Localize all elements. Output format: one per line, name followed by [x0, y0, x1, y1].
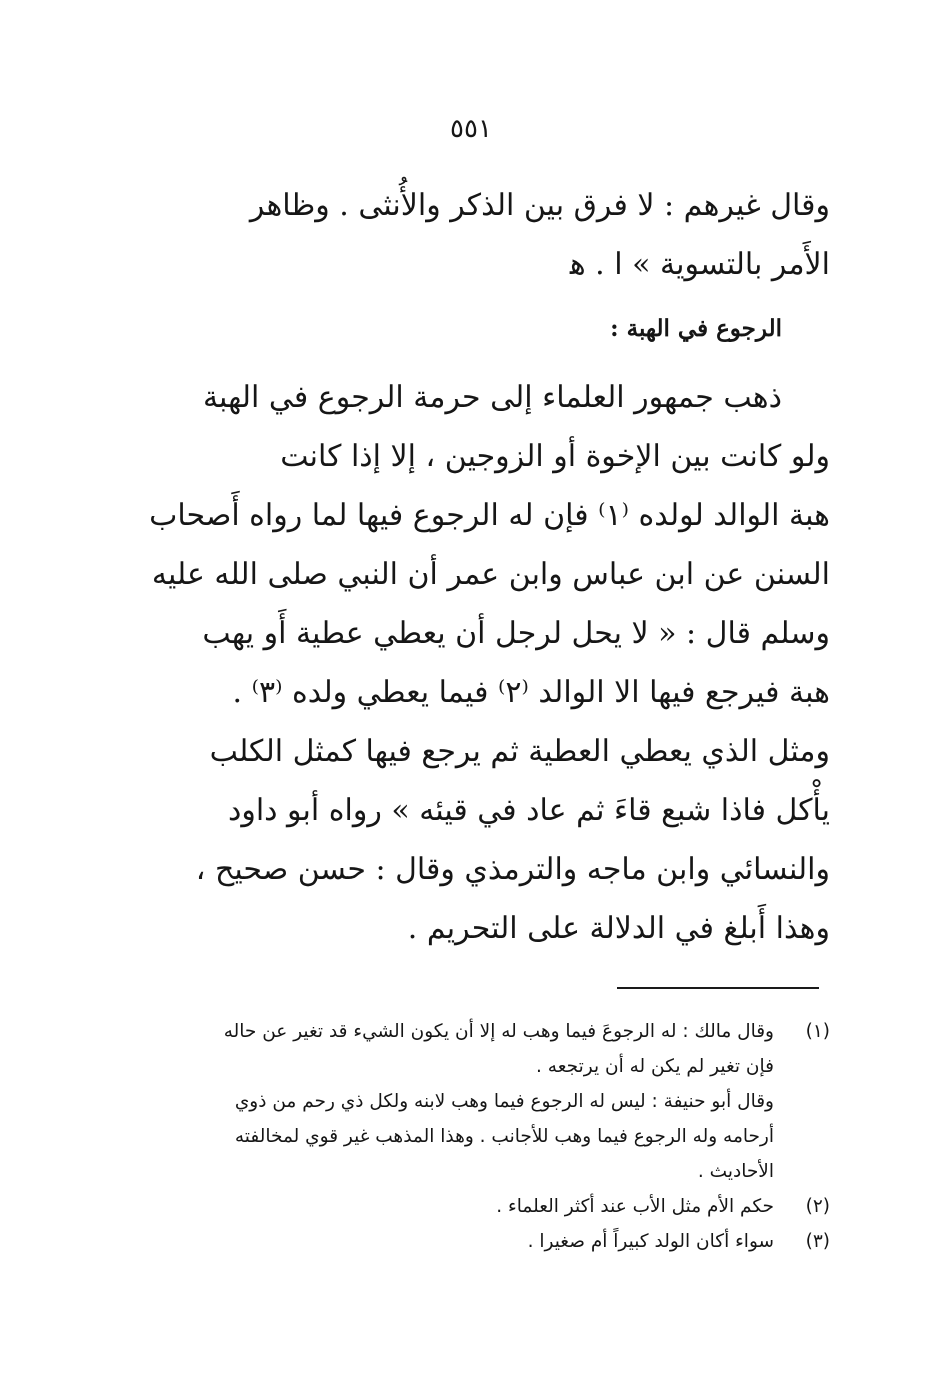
paragraph-line: وسلم قال : « لا يحل لرجل أن يعطي عطية أَو يهب	[202, 616, 830, 651]
paragraph-line: ومثل الذي يعطي العطية ثم يرجع فيها كمثل الكلب	[209, 734, 830, 769]
paragraph-line: والنسائي وابن ماجه والترمذي وقال : حسن صحيح ،	[195, 852, 830, 887]
footnote-1	[160, 1014, 830, 1049]
paragraph-line: هبة فيرجع فيها الا الوالد ⁽٢⁾ فيما يعطي ولده ⁽٣⁾ .	[232, 675, 830, 710]
paragraph-line: ذهب جمهور العلماء إلى حرمة الرجوع في الهبة	[202, 380, 782, 415]
paragraph-line: ولو كانت بين الإخوة أو الزوجين ، إلا إذا كانت	[280, 439, 830, 474]
footnote-number: (٢)	[805, 1196, 830, 1217]
footnote-separator	[617, 987, 819, 989]
intro-line: وقال غيرهم : لا فرق بين الذكر والأُنثى . وظاهر	[249, 188, 830, 223]
footnote-text: فإن تغير لم يكن له أن يرتجعه .	[536, 1056, 774, 1077]
footnote-text: سواء أكان الولد كبيراً أم صغيرا .	[527, 1231, 774, 1252]
footnotes	[160, 1014, 830, 1259]
footnote-2	[160, 1189, 830, 1224]
paragraph-line: يأْكل فاذا شبع قاءَ ثم عاد في قيئه » رواه أبو داود	[227, 793, 830, 828]
footnote-3	[160, 1224, 830, 1259]
footnote-text: أرحامه وله الرجوع فيما وهب للأجانب . وهذا المذهب غير قوي لمخالفته	[234, 1126, 774, 1147]
main-text	[149, 176, 830, 958]
footnote-number: (١)	[805, 1021, 830, 1042]
paragraph-line: السنن عن ابن عباس وابن عمر أن النبي صلى الله عليه	[151, 557, 830, 592]
intro-line: الأَمر بالتسوية » ا . ﻫ	[569, 247, 830, 282]
footnote-number: (٣)	[805, 1231, 830, 1252]
section-heading: الرجوع في الهبة :	[610, 315, 782, 342]
footnote-text: وقال مالك : له الرجوعَ فيما وهب له إلا أن يكون الشيء قد تغير عن حاله	[223, 1021, 774, 1042]
paragraph-line: وهذا أَبلغ في الدلالة على التحريم .	[407, 911, 830, 946]
footnote-text: حكم الأم مثل الأب عند أكثر العلماء .	[496, 1196, 774, 1217]
page-number: ٥٥١	[450, 114, 492, 144]
footnote-text: وقال أبو حنيفة : ليس له الرجوع فيما وهب لابنه ولكل ذي رحم من ذوي	[234, 1091, 774, 1112]
paragraph-line: هبة الوالد لولده ⁽١⁾ فإن له الرجوع فيها لما رواه أَصحاب	[149, 498, 830, 533]
footnote-text: الأحاديث .	[697, 1161, 774, 1182]
